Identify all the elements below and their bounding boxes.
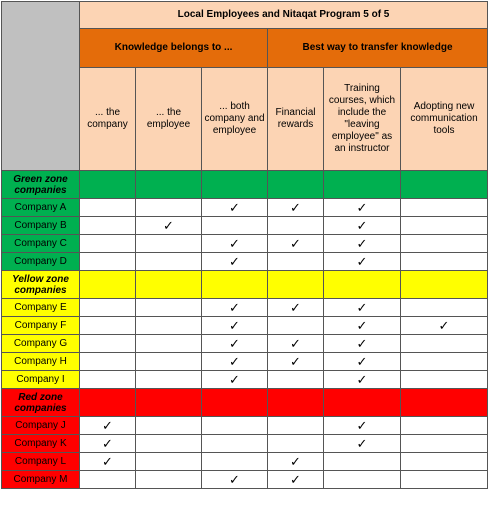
empty-cell	[136, 299, 202, 317]
empty-cell	[80, 299, 136, 317]
company-name: Company M	[2, 471, 80, 489]
table-row	[2, 417, 488, 435]
empty-cell	[268, 371, 324, 389]
company-name: Company K	[2, 435, 80, 453]
empty-cell	[80, 217, 136, 235]
checkmark-icon: ✓	[80, 435, 136, 453]
empty-cell	[401, 453, 488, 471]
empty-cell	[80, 235, 136, 253]
table-row	[2, 253, 488, 271]
checkmark-icon: ✓	[324, 317, 401, 335]
zone-fill-cell	[202, 389, 268, 417]
zone-fill-cell	[136, 271, 202, 299]
company-name: Company L	[2, 453, 80, 471]
empty-cell	[136, 435, 202, 453]
checkmark-icon: ✓	[202, 335, 268, 353]
empty-cell	[136, 199, 202, 217]
checkmark-icon: ✓	[202, 253, 268, 271]
checkmark-icon: ✓	[202, 317, 268, 335]
table-row	[2, 471, 488, 489]
empty-cell	[80, 353, 136, 371]
checkmark-icon: ✓	[268, 199, 324, 217]
checkmark-icon: ✓	[80, 453, 136, 471]
checkmark-icon: ✓	[268, 453, 324, 471]
checkmark-icon: ✓	[324, 371, 401, 389]
empty-cell	[268, 417, 324, 435]
empty-cell	[80, 335, 136, 353]
zone-header-row	[2, 389, 488, 417]
empty-cell	[80, 199, 136, 217]
empty-cell	[136, 253, 202, 271]
zone-fill-cell	[136, 389, 202, 417]
empty-cell	[401, 353, 488, 371]
zone-fill-cell	[202, 171, 268, 199]
table-row	[2, 235, 488, 253]
zone-fill-cell	[401, 271, 488, 299]
checkmark-icon: ✓	[324, 253, 401, 271]
empty-cell	[324, 453, 401, 471]
empty-cell	[136, 335, 202, 353]
empty-cell	[401, 435, 488, 453]
table-title: Local Employees and Nitaqat Program 5 of 5	[80, 2, 488, 29]
empty-cell	[80, 317, 136, 335]
empty-cell	[401, 335, 488, 353]
zone-fill-cell	[268, 389, 324, 417]
table-row	[2, 435, 488, 453]
checkmark-icon: ✓	[324, 217, 401, 235]
checkmark-icon: ✓	[324, 199, 401, 217]
company-name: Company H	[2, 353, 80, 371]
empty-cell	[136, 453, 202, 471]
empty-cell	[136, 317, 202, 335]
empty-cell	[202, 453, 268, 471]
zone-label: Green zone companies	[2, 171, 80, 199]
empty-cell	[401, 471, 488, 489]
empty-cell	[136, 371, 202, 389]
checkmark-icon: ✓	[324, 353, 401, 371]
checkmark-icon: ✓	[136, 217, 202, 235]
column-header: ... both company and employee	[202, 68, 268, 171]
zone-fill-cell	[401, 171, 488, 199]
zone-header-row	[2, 271, 488, 299]
zone-fill-cell	[268, 171, 324, 199]
nitaqat-table	[1, 1, 488, 489]
zone-fill-cell	[136, 171, 202, 199]
table-row	[2, 217, 488, 235]
empty-cell	[80, 371, 136, 389]
empty-cell	[202, 217, 268, 235]
empty-cell	[268, 253, 324, 271]
zone-fill-cell	[324, 171, 401, 199]
company-name: Company D	[2, 253, 80, 271]
zone-fill-cell	[401, 389, 488, 417]
group-header-knowledge: Knowledge belongs to ...	[80, 29, 268, 68]
empty-cell	[401, 217, 488, 235]
company-name: Company I	[2, 371, 80, 389]
empty-cell	[401, 235, 488, 253]
zone-fill-cell	[80, 271, 136, 299]
zone-fill-cell	[80, 171, 136, 199]
checkmark-icon: ✓	[268, 471, 324, 489]
empty-cell	[136, 235, 202, 253]
empty-cell	[401, 199, 488, 217]
checkmark-icon: ✓	[324, 335, 401, 353]
column-header: Adopting new communication tools	[401, 68, 488, 171]
company-name: Company C	[2, 235, 80, 253]
company-name: Company E	[2, 299, 80, 317]
column-header: Financial rewards	[268, 68, 324, 171]
checkmark-icon: ✓	[324, 235, 401, 253]
table-row	[2, 353, 488, 371]
company-name: Company F	[2, 317, 80, 335]
zone-fill-cell	[202, 271, 268, 299]
empty-cell	[401, 417, 488, 435]
checkmark-icon: ✓	[202, 353, 268, 371]
group-header-transfer: Best way to transfer knowledge	[268, 29, 488, 68]
checkmark-icon: ✓	[202, 299, 268, 317]
empty-cell	[136, 471, 202, 489]
checkmark-icon: ✓	[401, 317, 488, 335]
company-name: Company G	[2, 335, 80, 353]
checkmark-icon: ✓	[268, 235, 324, 253]
empty-cell	[136, 417, 202, 435]
empty-cell	[401, 253, 488, 271]
table-row	[2, 371, 488, 389]
table-row	[2, 299, 488, 317]
empty-cell	[80, 471, 136, 489]
company-name: Company B	[2, 217, 80, 235]
empty-cell	[401, 371, 488, 389]
table-row	[2, 453, 488, 471]
checkmark-icon: ✓	[324, 299, 401, 317]
empty-cell	[136, 353, 202, 371]
empty-cell	[202, 417, 268, 435]
zone-label: Yellow zone companies	[2, 271, 80, 299]
checkmark-icon: ✓	[268, 299, 324, 317]
checkmark-icon: ✓	[80, 417, 136, 435]
zone-fill-cell	[324, 389, 401, 417]
empty-cell	[202, 435, 268, 453]
zone-fill-cell	[80, 389, 136, 417]
empty-cell	[268, 317, 324, 335]
checkmark-icon: ✓	[268, 335, 324, 353]
table-row	[2, 199, 488, 217]
checkmark-icon: ✓	[324, 435, 401, 453]
column-header: Training courses, which include the "leaving employee" as an instructor	[324, 68, 401, 171]
checkmark-icon: ✓	[202, 235, 268, 253]
checkmark-icon: ✓	[202, 371, 268, 389]
zone-label: Red zone companies	[2, 389, 80, 417]
zone-fill-cell	[324, 271, 401, 299]
empty-cell	[268, 435, 324, 453]
empty-cell	[324, 471, 401, 489]
company-name: Company A	[2, 199, 80, 217]
table-row	[2, 317, 488, 335]
empty-cell	[268, 217, 324, 235]
zone-header-row	[2, 171, 488, 199]
zone-fill-cell	[268, 271, 324, 299]
empty-cell	[80, 253, 136, 271]
empty-cell	[401, 299, 488, 317]
checkmark-icon: ✓	[268, 353, 324, 371]
column-header: ... the employee	[136, 68, 202, 171]
checkmark-icon: ✓	[324, 417, 401, 435]
company-name: Company J	[2, 417, 80, 435]
checkmark-icon: ✓	[202, 471, 268, 489]
checkmark-icon: ✓	[202, 199, 268, 217]
column-header: ... the company	[80, 68, 136, 171]
corner-cell	[2, 2, 80, 171]
table-row	[2, 335, 488, 353]
